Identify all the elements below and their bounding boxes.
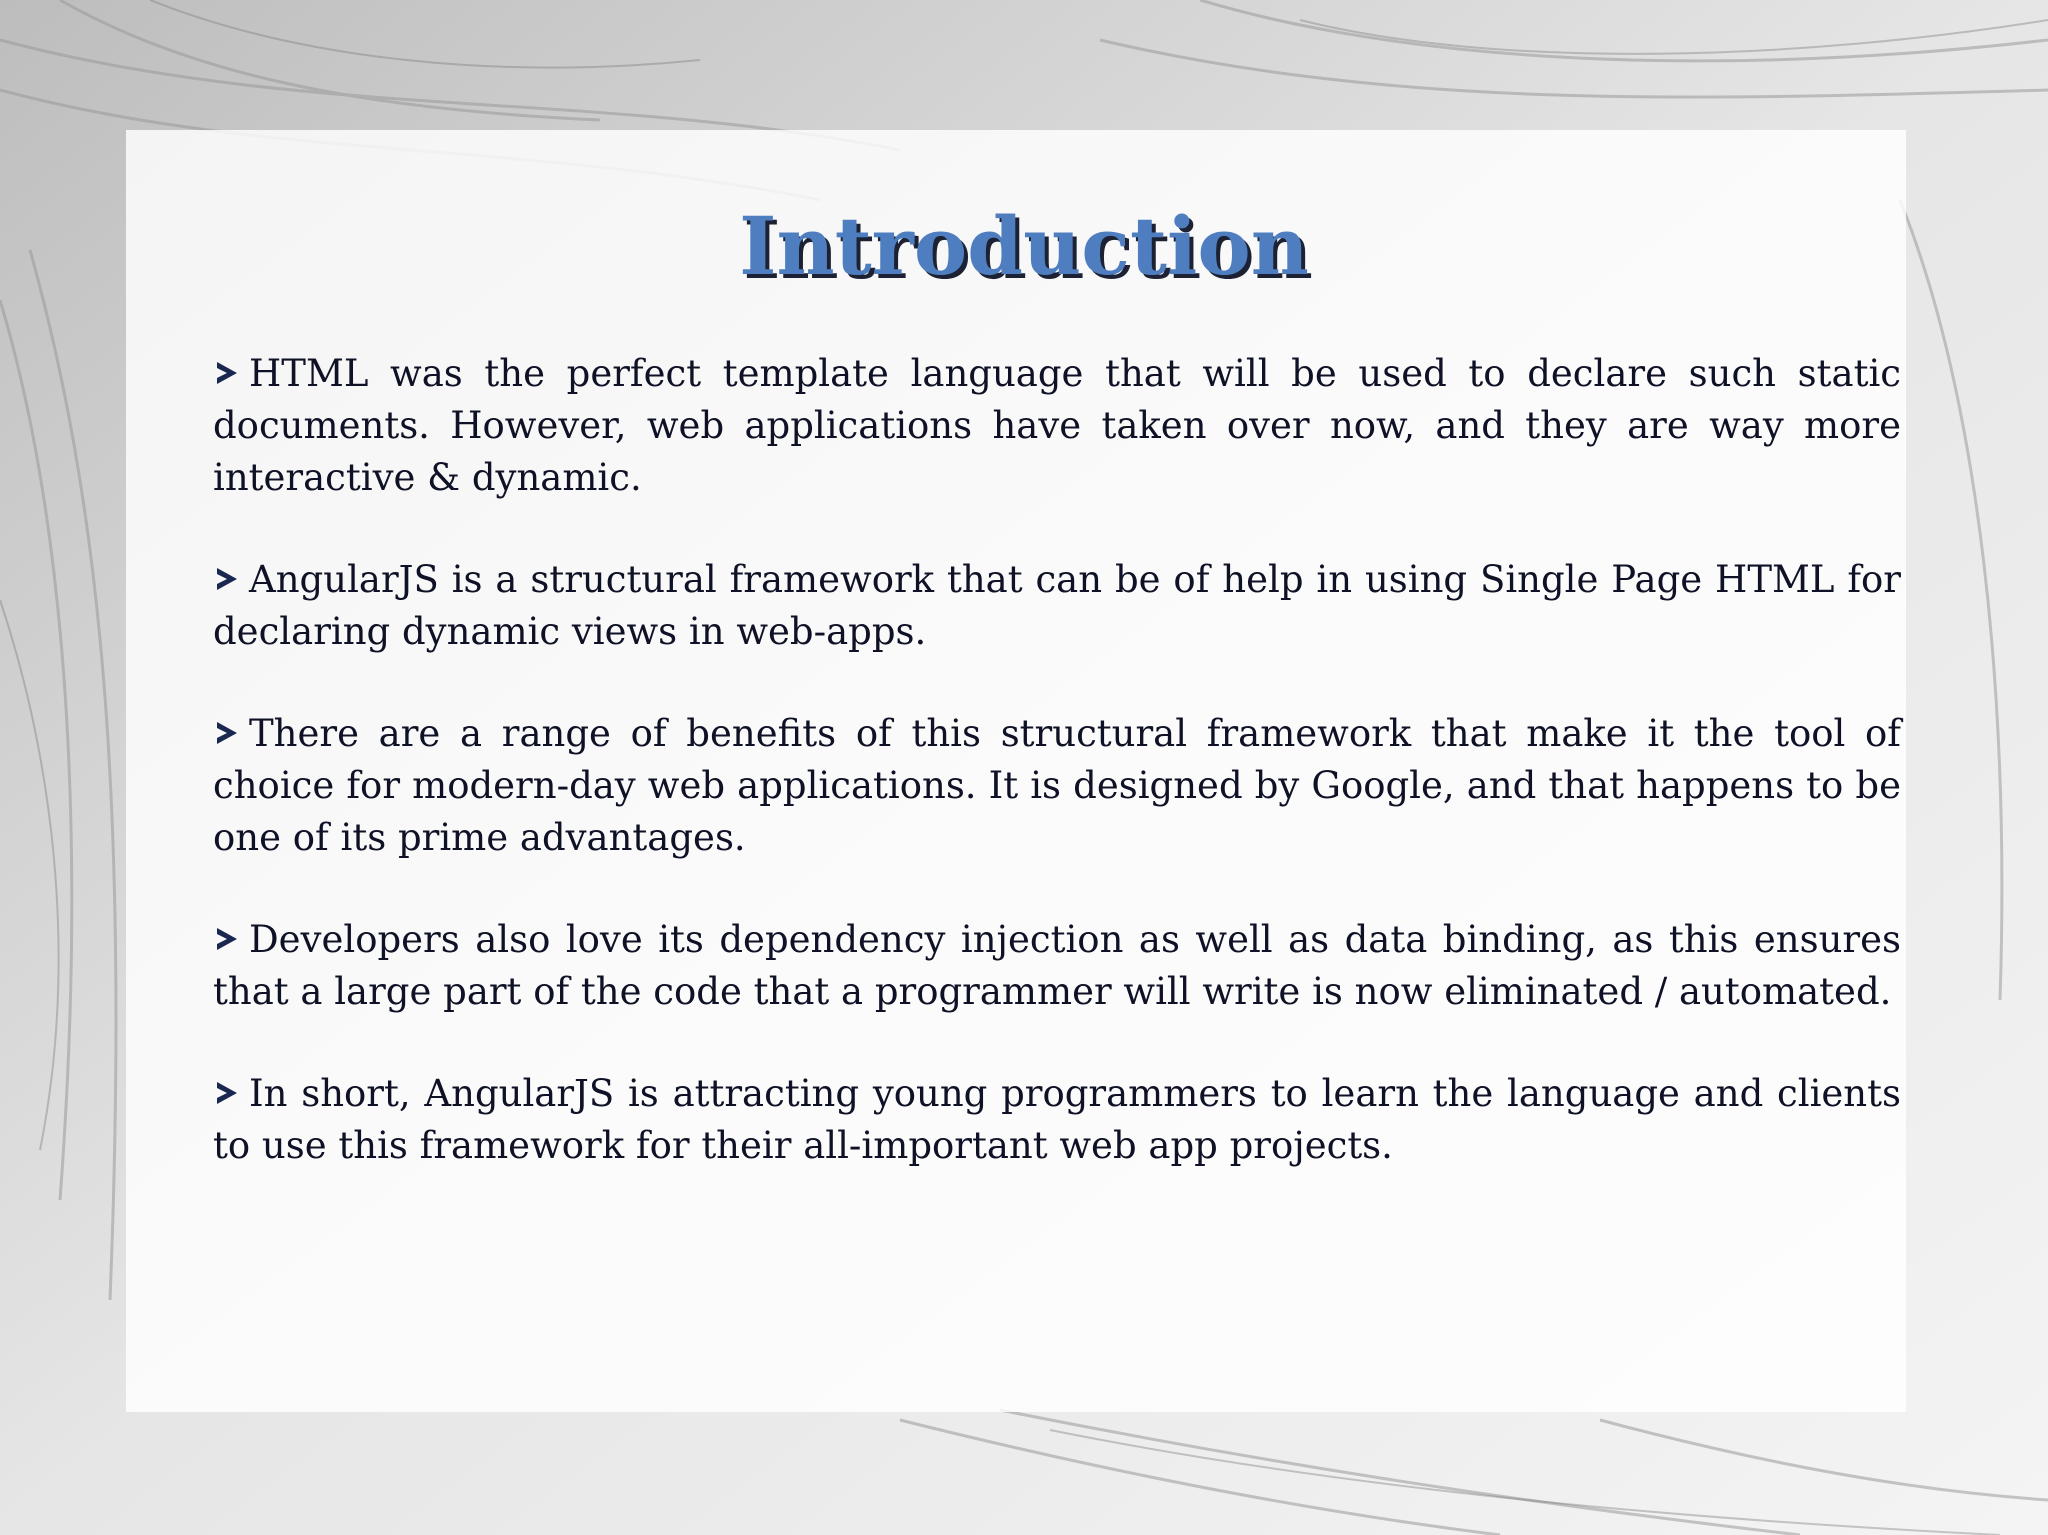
chevron-right-icon: [213, 924, 241, 954]
paragraph-2: [213, 554, 1901, 658]
paragraph-3: [213, 708, 1901, 864]
paragraph-4: [213, 914, 1901, 1018]
paragraph-5: [213, 1068, 1901, 1172]
paragraph-4-text: Developers also love its dependency injection as well as data binding, as this ensures that a large part of the code that a programmer will write is now eliminated / automated.: [213, 918, 1901, 1013]
chevron-right-icon: [213, 564, 241, 594]
paragraph-1: [213, 348, 1901, 504]
slide-content: [213, 348, 1901, 1222]
paragraph-2-text: AngularJS is a structural framework that can be of help in using Single Page HTML for declaring dynamic views in web-apps.: [213, 558, 1901, 653]
chevron-right-icon: [213, 358, 241, 388]
chevron-right-icon: [213, 718, 241, 748]
paragraph-5-text: In short, AngularJS is attracting young programmers to learn the language and clients to use this framework for their all-important web app projects.: [213, 1072, 1901, 1167]
paragraph-3-text: There are a range of benefits of this structural framework that make it the tool of choice for modern-day web applications. It is designed by Google, and that happens to be one of its prime advantages.: [213, 712, 1901, 859]
chevron-right-icon: [213, 1078, 241, 1108]
slide-title: Introduction: [739, 199, 1309, 293]
paragraph-1-text: HTML was the perfect template language that will be used to declare such static documents. However, web applications have taken over now, and they are way more interactive & dynamic.: [213, 352, 1901, 499]
